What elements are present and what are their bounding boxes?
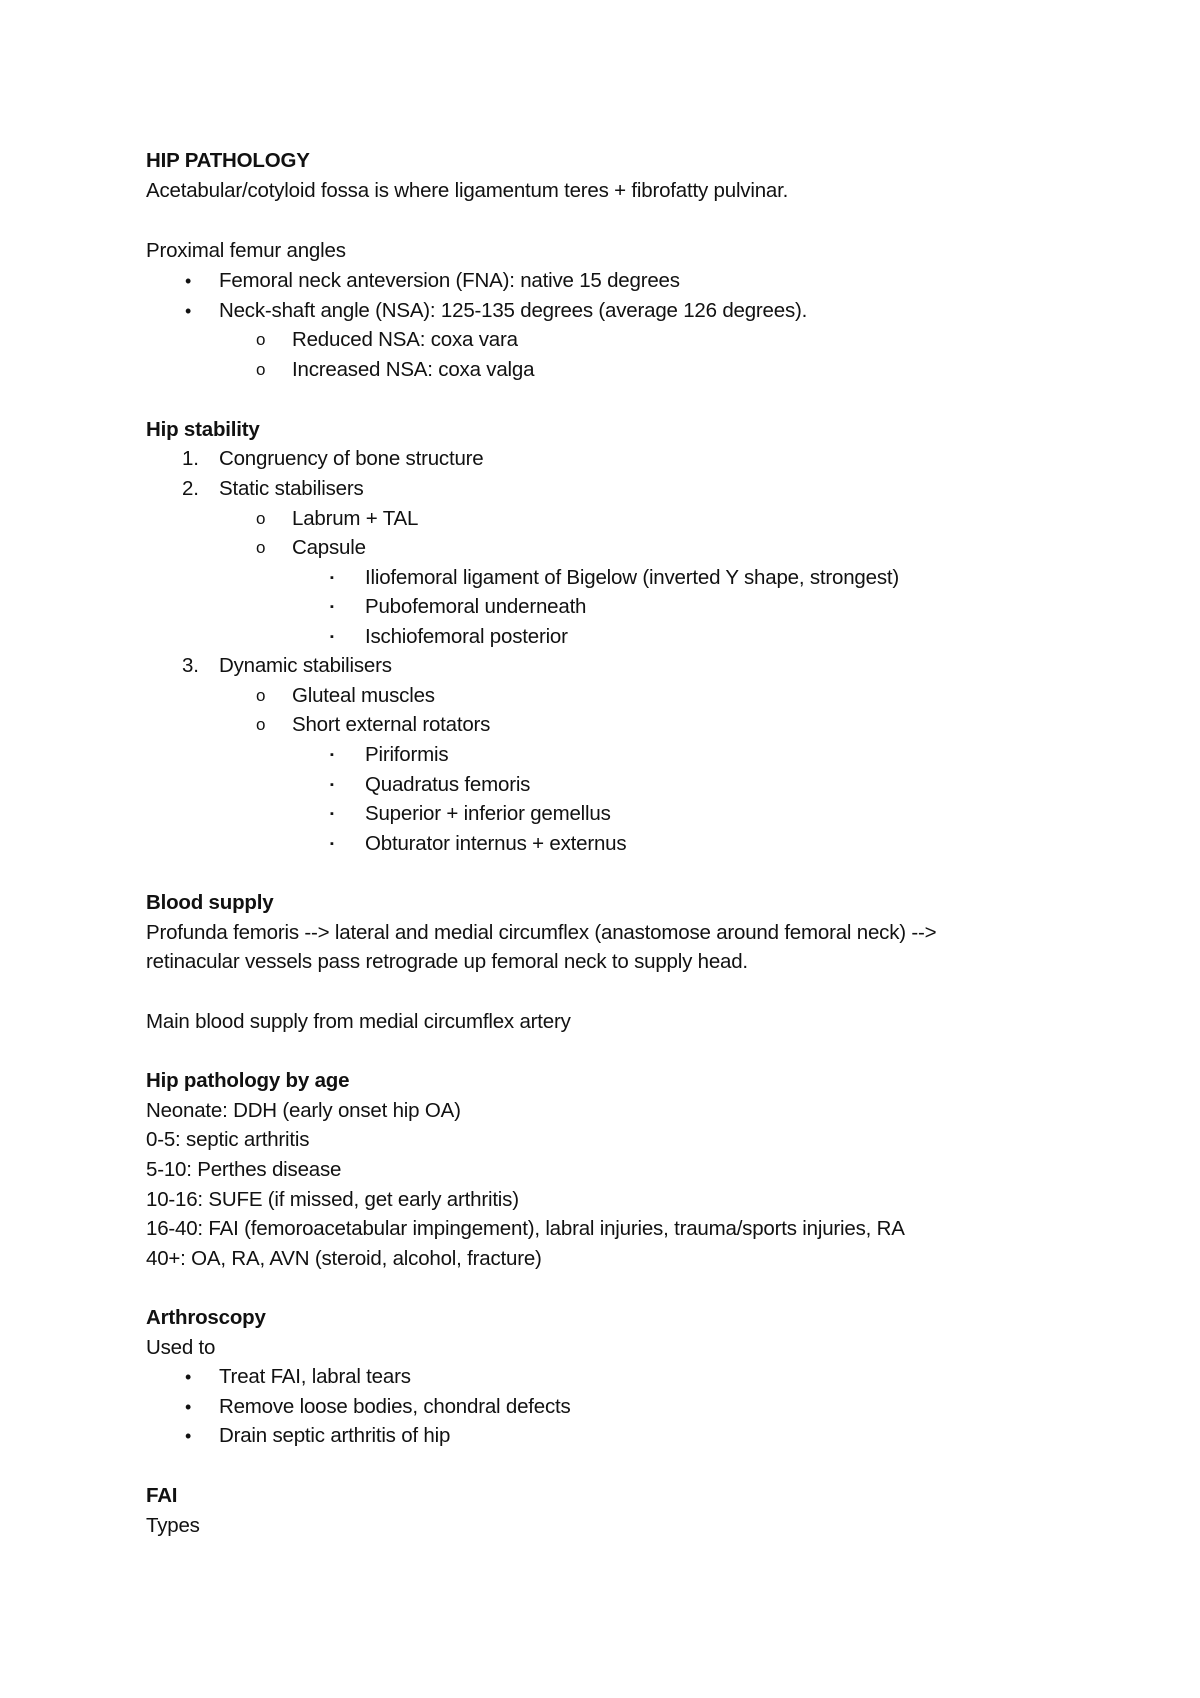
age-row: Neonate: DDH (early onset hip OA) — [146, 1099, 461, 1122]
bullet-marker: • — [185, 1426, 192, 1446]
bullet-marker: • — [185, 1367, 192, 1387]
list-item: Iliofemoral ligament of Bigelow (inverted Y shape, strongest) — [365, 566, 899, 589]
square-marker: ▪ — [330, 838, 334, 850]
list-item: Congruency of bone structure — [219, 447, 484, 470]
list-item: Static stabilisers — [219, 477, 364, 500]
square-marker: ▪ — [330, 749, 334, 761]
age-row: 0-5: septic arthritis — [146, 1128, 310, 1151]
intro-text: Acetabular/cotyloid fossa is where ligamentum teres + fibrofatty pulvinar. — [146, 179, 789, 202]
circle-marker: o — [256, 509, 266, 528]
paragraph-line: Profunda femoris --> lateral and medial circumflex (anastomose around femoral neck) --> — [146, 921, 937, 944]
fai-subheading: Types — [146, 1514, 200, 1537]
list-item: Labrum + TAL — [292, 507, 419, 530]
list-item: Remove loose bodies, chondral defects — [219, 1395, 571, 1418]
bullet-marker: • — [185, 1397, 192, 1417]
arthroscopy-intro: Used to — [146, 1336, 216, 1359]
number-marker: 3. — [182, 654, 199, 677]
by-age-heading: Hip pathology by age — [146, 1069, 350, 1092]
square-marker: ▪ — [330, 572, 334, 584]
list-item: Gluteal muscles — [292, 684, 435, 707]
circle-marker: o — [256, 538, 266, 557]
circle-marker: o — [256, 715, 266, 734]
square-marker: ▪ — [330, 601, 334, 613]
circle-marker: o — [256, 330, 266, 349]
list-item: Dynamic stabilisers — [219, 654, 392, 677]
list-item: Femoral neck anteversion (FNA): native 15 degrees — [219, 269, 680, 292]
bullet-marker: • — [185, 271, 192, 291]
blood-heading: Blood supply — [146, 891, 274, 914]
arthroscopy-heading: Arthroscopy — [146, 1306, 266, 1329]
list-item: Reduced NSA: coxa vara — [292, 328, 518, 351]
number-marker: 2. — [182, 477, 199, 500]
square-marker: ▪ — [330, 779, 334, 791]
list-item: Increased NSA: coxa valga — [292, 358, 535, 381]
list-item: Treat FAI, labral tears — [219, 1365, 411, 1388]
list-item: Drain septic arthritis of hip — [219, 1424, 451, 1447]
paragraph-line: retinacular vessels pass retrograde up femoral neck to supply head. — [146, 950, 748, 973]
age-row: 5-10: Perthes disease — [146, 1158, 342, 1181]
age-row: 40+: OA, RA, AVN (steroid, alcohol, fracture) — [146, 1247, 542, 1270]
number-marker: 1. — [182, 447, 199, 470]
square-marker: ▪ — [330, 631, 334, 643]
list-item: Obturator internus + externus — [365, 832, 627, 855]
age-row: 16-40: FAI (femoroacetabular impingement), labral injuries, trauma/sports injuries, RA — [146, 1217, 905, 1240]
circle-marker: o — [256, 360, 266, 379]
stability-heading: Hip stability — [146, 418, 260, 441]
square-marker: ▪ — [330, 808, 334, 820]
circle-marker: o — [256, 686, 266, 705]
fai-heading: FAI — [146, 1484, 178, 1507]
list-item: Piriformis — [365, 743, 449, 766]
paragraph-line: Main blood supply from medial circumflex artery — [146, 1010, 571, 1033]
age-row: 10-16: SUFE (if missed, get early arthritis) — [146, 1188, 519, 1211]
list-item: Neck-shaft angle (NSA): 125-135 degrees (average 126 degrees). — [219, 299, 808, 322]
femur-angles-heading: Proximal femur angles — [146, 239, 346, 262]
list-item: Quadratus femoris — [365, 773, 531, 796]
bullet-marker: • — [185, 301, 192, 321]
list-item: Superior + inferior gemellus — [365, 802, 611, 825]
document-title: HIP PATHOLOGY — [146, 149, 310, 172]
list-item: Ischiofemoral posterior — [365, 625, 568, 648]
list-item: Pubofemoral underneath — [365, 595, 587, 618]
list-item: Short external rotators — [292, 713, 491, 736]
list-item: Capsule — [292, 536, 366, 559]
